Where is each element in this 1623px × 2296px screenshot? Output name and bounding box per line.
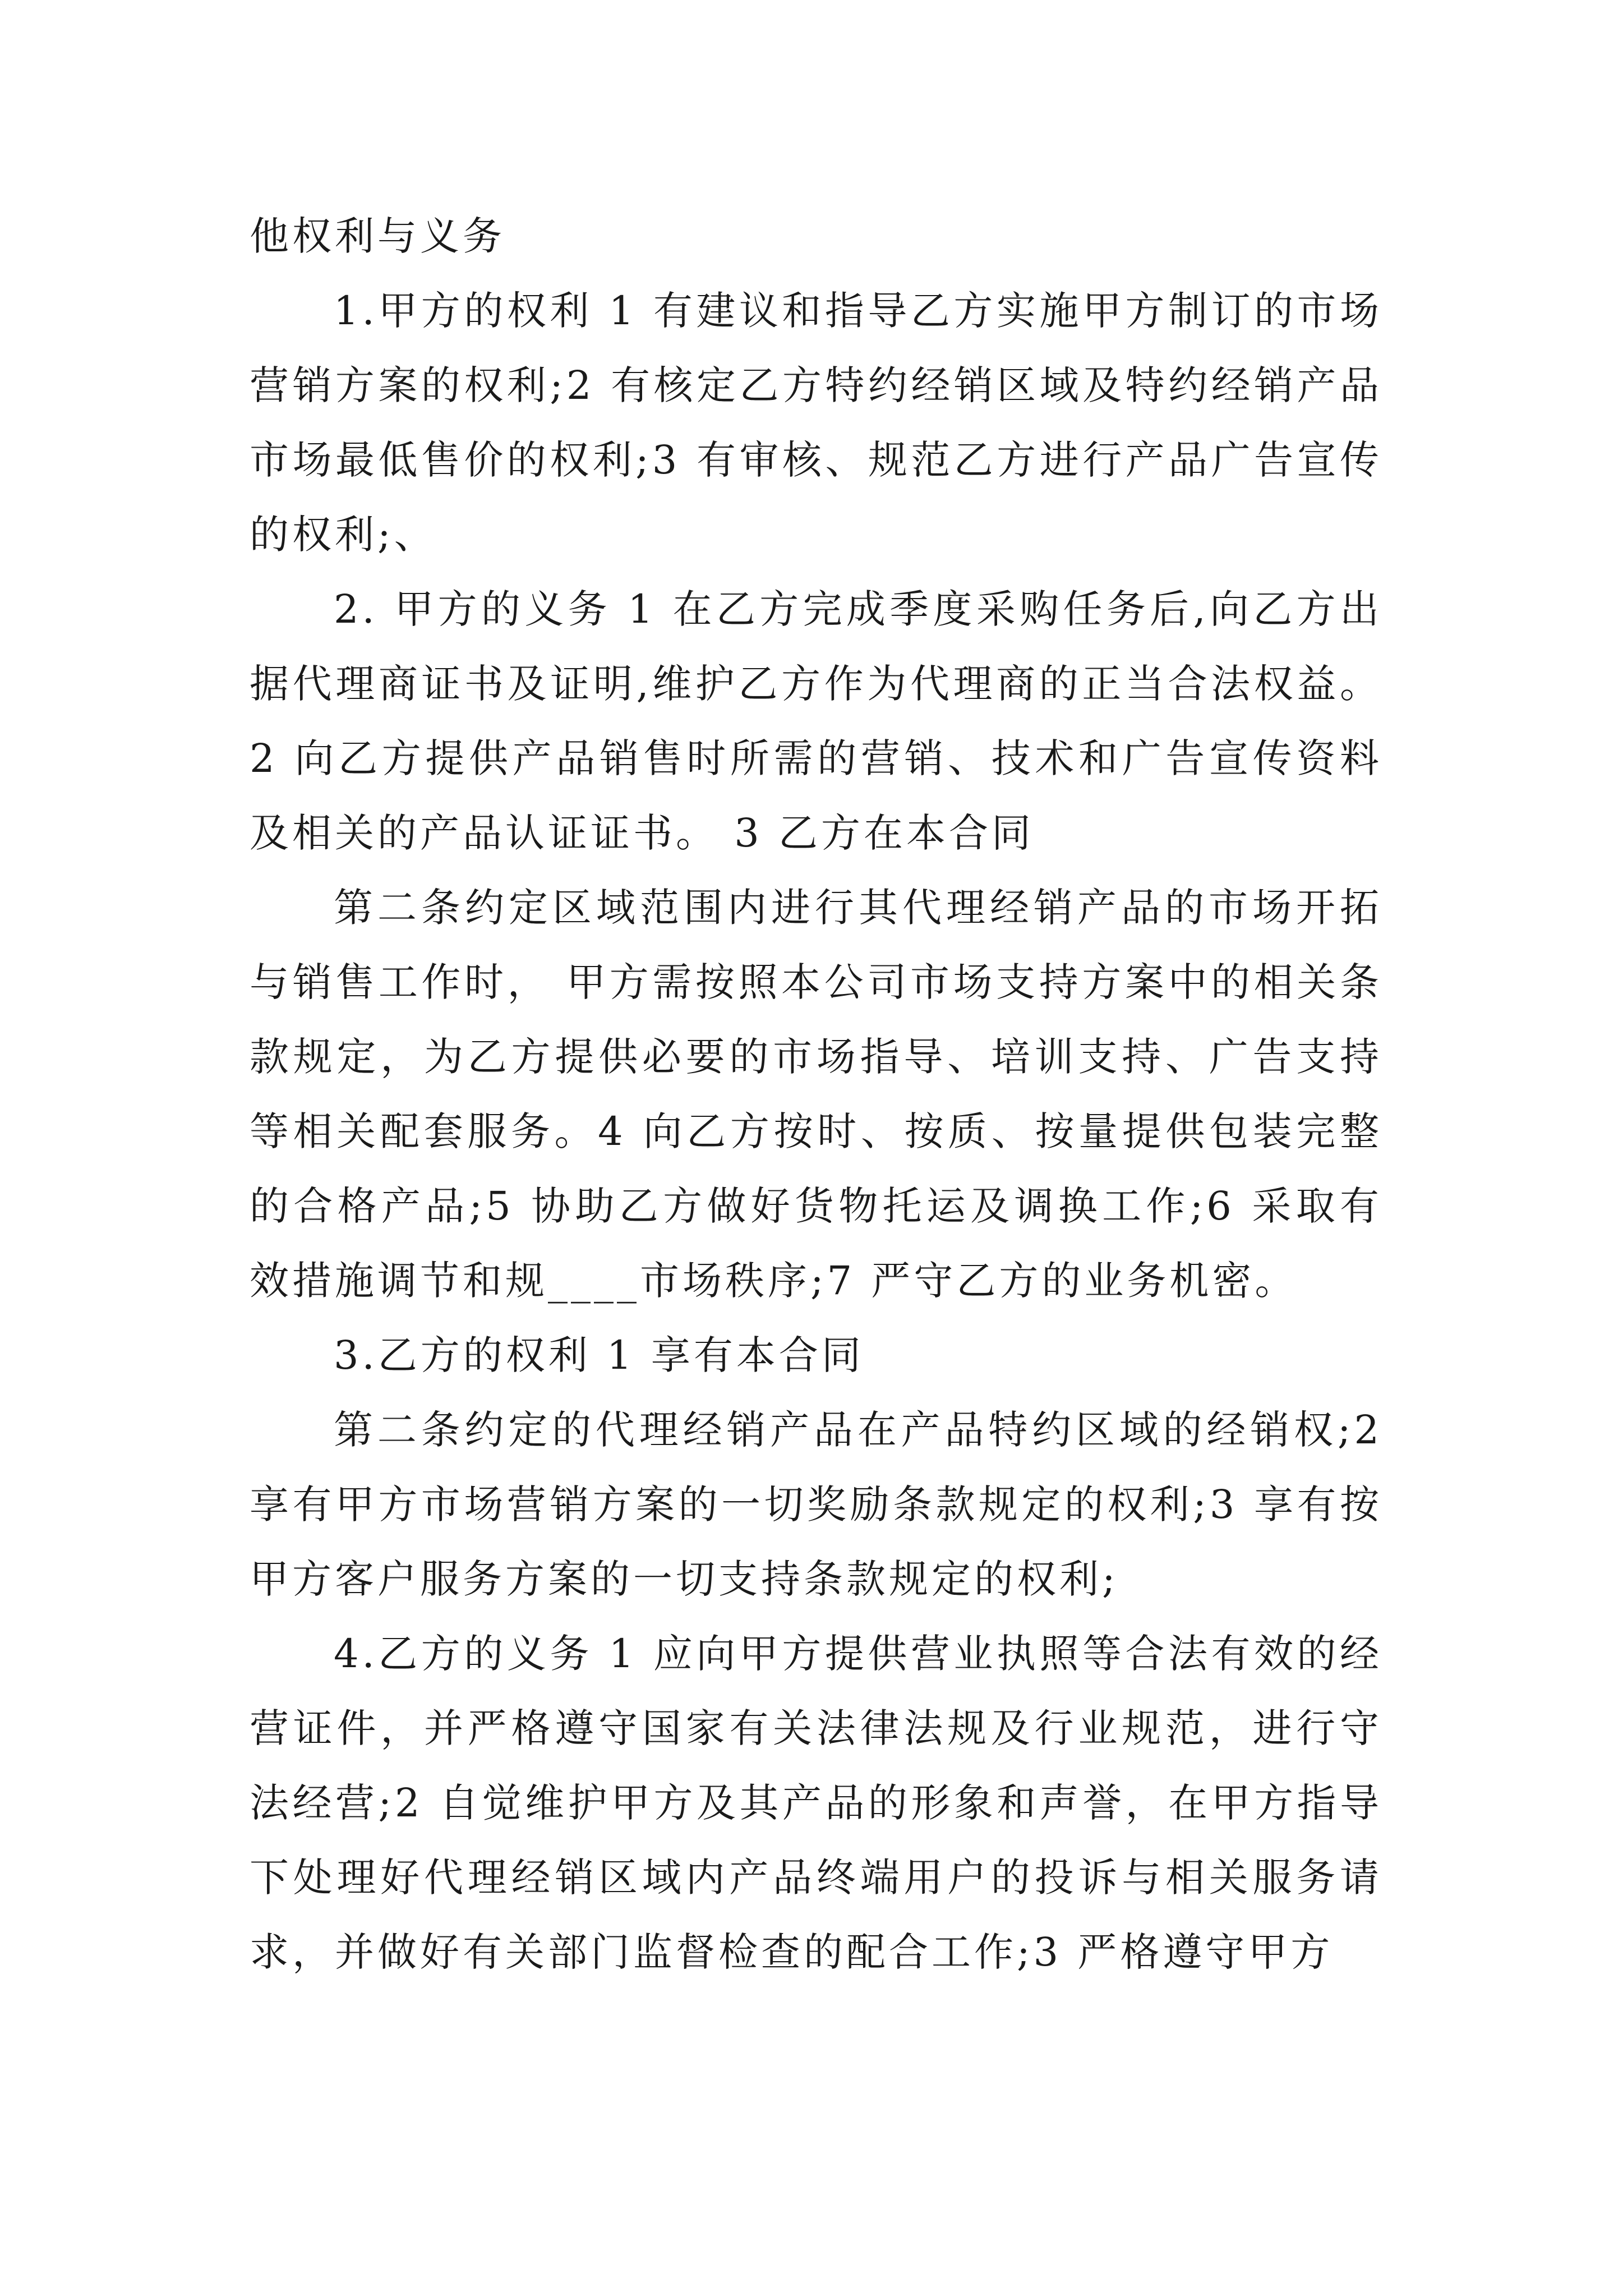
paragraph-party-a-obligations: 2. 甲方的义务 1 在乙方完成季度采购任务后,向乙方出据代理商证书及证明,维护乙方作为代理商的正当合法权益。2 向乙方提供产品销售时所需的营销、技术和广告宣传资料及相关的产品认证证书。 3 乙方在本合同 [250, 586, 1382, 856]
document-body [250, 199, 1399, 1990]
paragraph-party-b-rights: 3.乙方的权利 1 享有本合同 [334, 1332, 864, 1378]
paragraph-article-two-support: 第二条约定区域范围内进行其代理经销产品的市场开拓与销售工作时， 甲方需按照本公司市场支持方案中的相关条款规定，为乙方提供必要的市场指导、培训支持、广告支持等相关配套服务。4 向乙方按时、按质、按量提供包装完整的合格产品;5 协助乙方做好货物托运及调换工作;6 采取有效措施调节和规____市场秩序;7 严守乙方的业务机密。 [250, 885, 1382, 1304]
paragraph-party-b-obligations: 4.乙方的义务 1 应向甲方提供营业执照等合法有效的经营证件，并严格遵守国家有关法律法规及行业规范，进行守法经营;2 自觉维护甲方及其产品的形象和声誉，在甲方指导下处理好代理经销区域内产品终端用户的投诉与相关服务请求，并做好有关部门监督检查的配合工作;3 严格遵守甲方 [250, 1631, 1382, 1975]
paragraph-continuation: 他权利与义务 [250, 213, 505, 259]
paragraph-party-a-rights: 1.甲方的权利 1 有建议和指导乙方实施甲方制订的市场营销方案的权利;2 有核定乙方特约经销区域及特约经销产品市场最低售价的权利;3 有审核、规范乙方进行产品广告宣传的权利;、 [250, 288, 1382, 558]
paragraph-article-two-distribution: 第二条约定的代理经销产品在产品特约区域的经销权;2 享有甲方市场营销方案的一切奖励条款规定的权利;3 享有按甲方客户服务方案的一切支持条款规定的权利; [250, 1407, 1399, 1602]
